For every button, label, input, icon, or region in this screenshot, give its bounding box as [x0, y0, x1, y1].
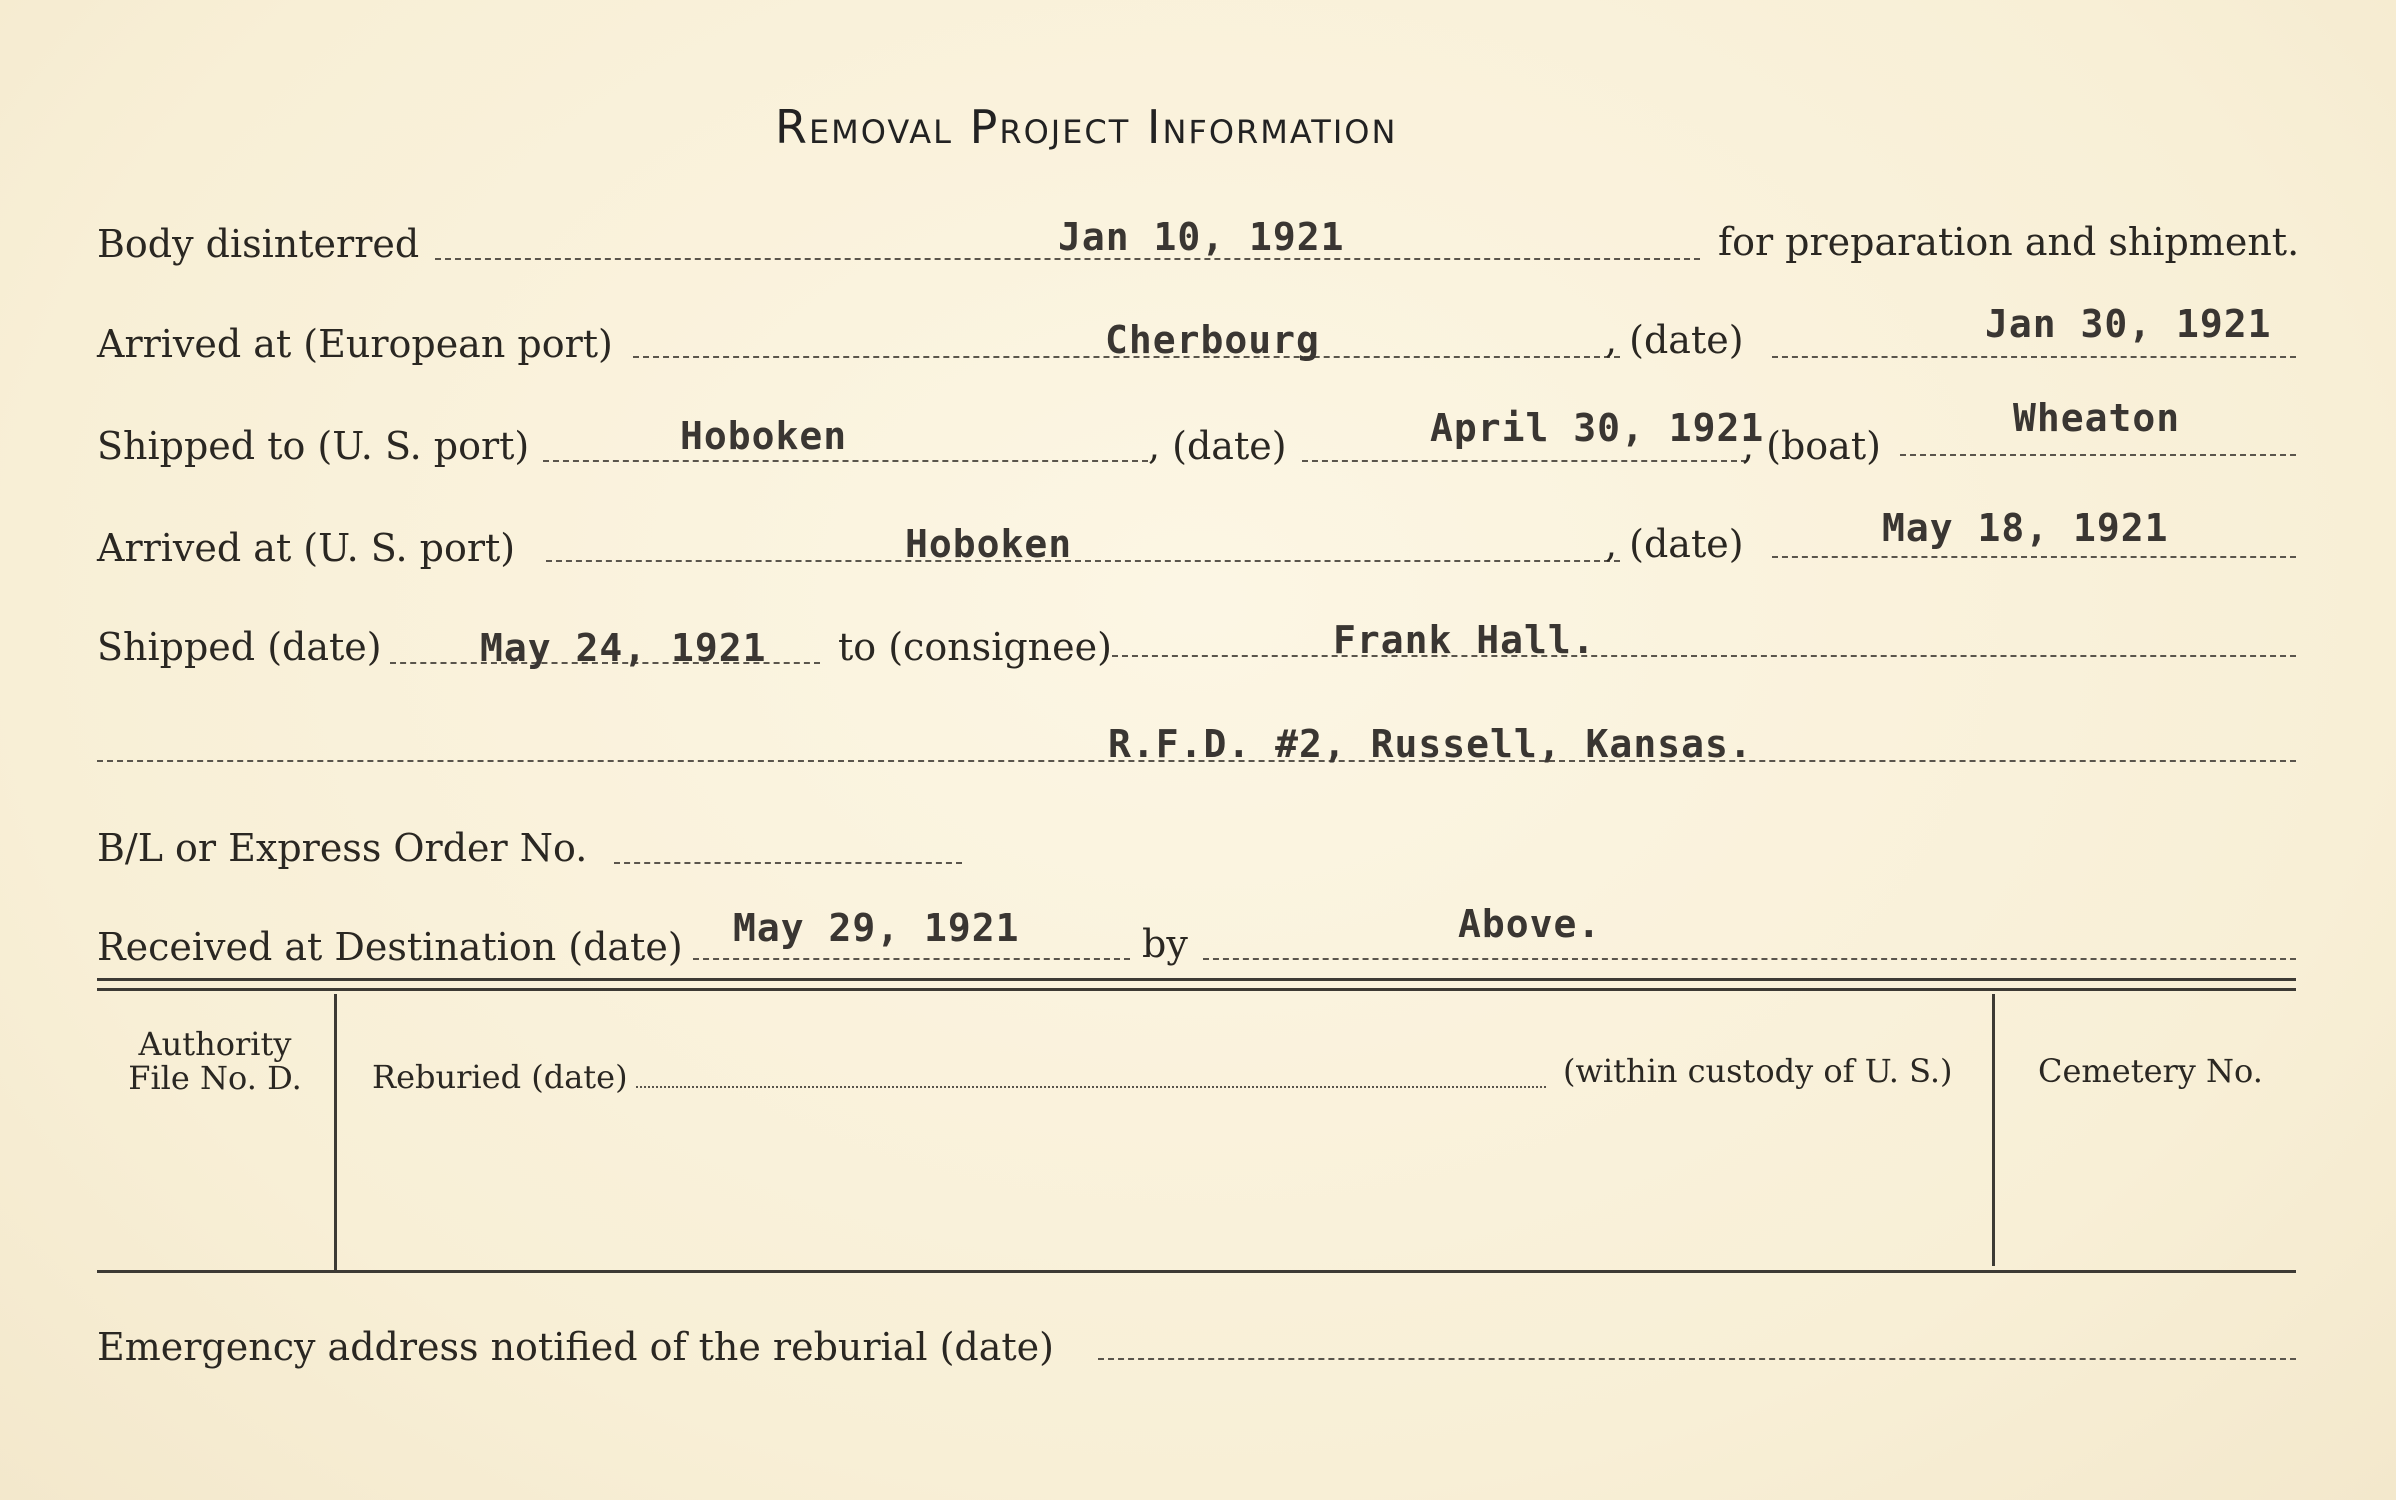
shipped-label: Shipped (date)	[97, 625, 382, 669]
arrived-us-date-leader	[1772, 556, 2296, 558]
arrived-us-date: May 18, 1921	[1882, 506, 2169, 550]
authority-line1: Authority	[138, 1025, 292, 1063]
shipped-us-boat-leader	[1900, 454, 2296, 456]
received-by-leader	[1203, 958, 2296, 960]
box-divider-right	[1992, 994, 1995, 1266]
arrived-us-date-label: , (date)	[1605, 522, 1744, 566]
disinterred-date: Jan 10, 1921	[1058, 215, 1345, 259]
page-title: Removal Project Information	[775, 100, 1398, 154]
arrived-us-label: Arrived at (U. S. port)	[97, 526, 516, 570]
arrived-us-port: Hoboken	[905, 522, 1073, 566]
custody-label: (within custody of U. S.)	[1563, 1052, 1953, 1090]
consignee-leader	[1112, 655, 2296, 657]
shipped-us-port-leader	[543, 460, 1148, 462]
box-divider-left	[334, 994, 337, 1272]
disinterred-suffix: for preparation and shipment.	[1718, 220, 2300, 264]
shipped-us-port: Hoboken	[680, 414, 848, 458]
arrived-eu-label: Arrived at (European port)	[97, 322, 613, 366]
received-date: May 29, 1921	[733, 906, 1020, 950]
reburied-leader	[636, 1086, 1546, 1088]
bl-leader	[614, 862, 962, 864]
bl-label: B/L or Express Order No.	[97, 826, 588, 870]
emergency-label: Emergency address notified of the reburial (date)	[97, 1325, 1054, 1369]
arrived-eu-date: Jan 30, 1921	[1985, 302, 2272, 346]
received-by: Above.	[1458, 902, 1602, 946]
reburied-label: Reburied (date)	[372, 1058, 628, 1096]
authority-line2: File No. D.	[128, 1058, 302, 1097]
arrived-eu-date-label: , (date)	[1605, 318, 1744, 362]
shipped-us-boat-label: , (boat)	[1742, 424, 1881, 468]
shipped-to-label: to (consignee)	[838, 625, 1112, 669]
consignee-address: R.F.D. #2, Russell, Kansas.	[1108, 722, 1753, 766]
received-label: Received at Destination (date)	[97, 925, 683, 969]
emergency-leader	[1098, 1358, 2296, 1360]
shipped-us-date-label: , (date)	[1148, 424, 1287, 468]
shipped-us-date-leader	[1302, 460, 1747, 462]
consignee-name: Frank Hall.	[1333, 618, 1596, 662]
received-date-leader	[693, 958, 1130, 960]
cemetery-label: Cemetery No.	[2038, 1052, 2263, 1090]
shipped-us-date: April 30, 1921	[1430, 406, 1765, 450]
shipped-us-boat: Wheaton	[2013, 396, 2181, 440]
shipped-us-label: Shipped to (U. S. port)	[97, 424, 530, 468]
arrived-eu-date-leader	[1772, 356, 2296, 358]
arrived-eu-port: Cherbourg	[1105, 318, 1320, 362]
authority-label	[112, 1025, 318, 1097]
received-by-label: by	[1142, 922, 1188, 966]
arrived-us-port-leader	[546, 560, 1620, 562]
disinterred-label: Body disinterred	[97, 222, 420, 266]
box-bottom-rule	[97, 1270, 2296, 1273]
box-top-rule	[97, 978, 2296, 981]
box-top-rule-2	[97, 988, 2296, 991]
shipped-date: May 24, 1921	[480, 626, 767, 670]
